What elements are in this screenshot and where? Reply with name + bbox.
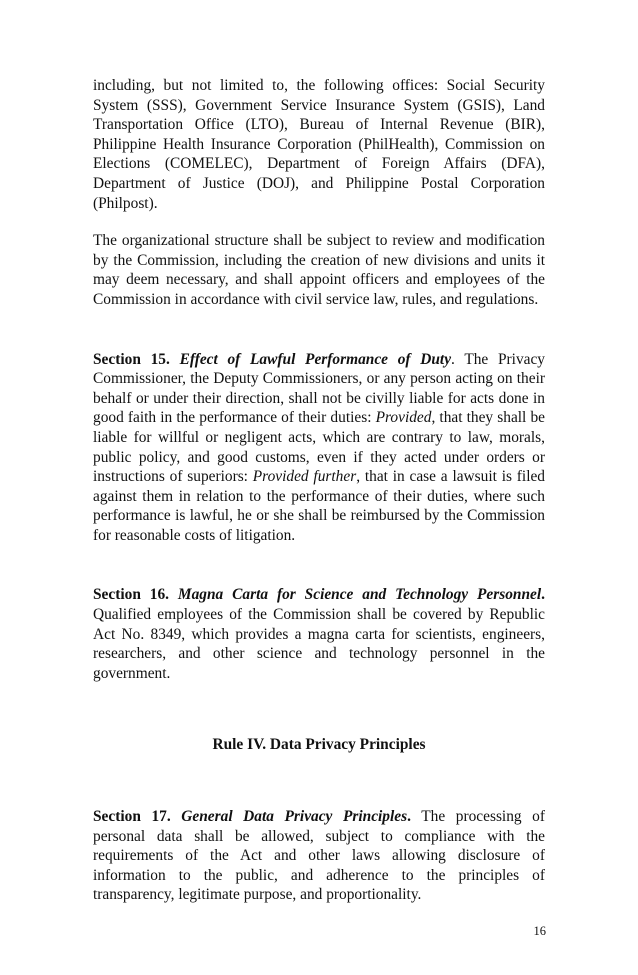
section-15-title: Effect of Lawful Performance of Duty <box>179 350 452 368</box>
section-17-text: The processing of personal data shall be allowed, subject to compliance with the requirements of the Act and other laws allowing disclosure of information to the public, and adherence to the principles of transparency, legitimate purpose, and proportionality. <box>93 808 546 904</box>
section-17 <box>93 807 545 905</box>
section-15-text-2: , that they shall be liable for willful or negligent acts, which are contrary to law, morals, public policy, and good customs, even if they acted under orders or instructions of superiors: <box>93 409 545 486</box>
rule-heading: Rule IV. Data Privacy Principles <box>212 736 426 754</box>
section-15-heading: Section 15. <box>93 350 170 368</box>
section-16-title: Magna Carta for Science and Technology Personnel <box>177 586 542 604</box>
section-15-text-1: The Privacy Commissioner, the Deputy Commissioners, or any person acting on their behalf or under their direction, shall not be civilly liable for acts done in good faith in the performance of their duties: <box>93 350 545 427</box>
section-16-heading: Section 16. <box>93 586 170 604</box>
section-15-proviso-2: Provided further <box>252 468 357 486</box>
section-17-title: General Data Privacy Principles <box>181 808 408 826</box>
section-15 <box>93 350 545 546</box>
section-15-text-3: , that in case a lawsuit is filed against them in relation to the performance of their duties, where such performance is lawful, he or she shall be reimbursed by the Commission for reasonable costs of litigation. <box>93 468 545 544</box>
paragraph-organizational-structure: The organizational structure shall be subject to review and modification by the Commission, including the creation of new divisions and units it may deem necessary, and shall appoint officers and employees of the Commission in accordance with civil service law, rules, and regulations. <box>93 232 545 308</box>
section-17-heading: Section 17. <box>93 808 171 826</box>
paragraph-offices: including, but not limited to, the following offices: Social Security System (SSS), Government Service Insurance System (GSIS), Land Transportation Office (LTO), Bureau of Internal Revenue (BIR), Philippine Health Insurance Corporation (PhilHealth), Commission on Elections (COMELEC), Department of Foreign Affairs (DFA), Department of Justice (DOJ), and Philippine Postal Corporation (Philpost). <box>93 77 545 212</box>
section-15-title-punct: . <box>451 350 455 368</box>
section-16-text: Qualified employees of the Commission shall be covered by Republic Act No. 8349, which provides a magna carta for scientists, engineers, researchers, and other science and technology personnel in the government. <box>93 606 545 682</box>
page-number: 16 <box>533 924 546 938</box>
section-16 <box>93 585 545 683</box>
section-16-title-punct: . <box>541 586 545 604</box>
section-15-proviso-1: Provided <box>375 409 432 427</box>
section-17-title-punct: . <box>407 808 411 826</box>
